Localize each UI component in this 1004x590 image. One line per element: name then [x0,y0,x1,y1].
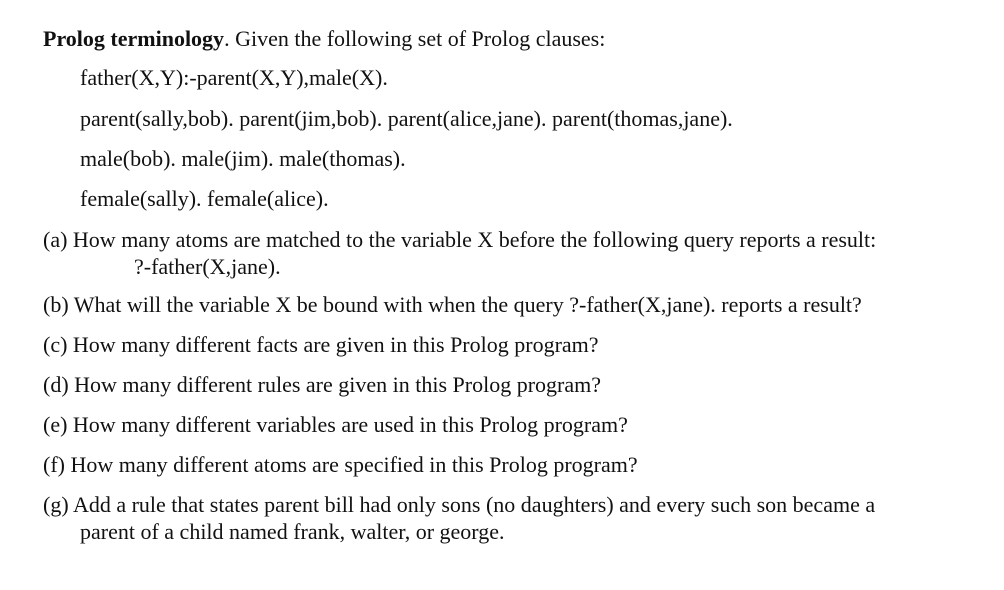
question-f-label: (f) [43,452,65,477]
question-d-label: (d) [43,372,69,397]
question-g-label: (g) [43,492,69,517]
question-b [43,292,862,318]
question-a-text: How many atoms are matched to the variable X before the following query reports a result: [72,227,877,252]
section-title: Prolog terminology [43,26,225,51]
question-a-query: ?-father(X,jane). [134,254,281,279]
clause-rule: father(X,Y):-parent(X,Y),male(X). [80,65,388,90]
question-c [43,332,599,358]
question-g-text: Add a rule that states parent bill had only sons (no daughters) and every such son became a [72,492,876,517]
intro-paragraph [43,26,605,52]
intro-text: . Given the following set of Prolog clauses: [224,26,606,51]
clause-parent-facts: parent(sally,bob). parent(jim,bob). parent(alice,jane). parent(thomas,jane). [80,106,733,131]
question-e-label: (e) [43,412,68,437]
question-f-text: How many different atoms are specified in this Prolog program? [70,452,638,477]
question-d [43,372,601,398]
question-e-text: How many different variables are used in this Prolog program? [72,412,628,437]
question-g [43,492,875,518]
clause-female-facts: female(sally). female(alice). [80,186,329,211]
question-d-text: How many different rules are given in this Prolog program? [74,372,602,397]
question-a [43,227,876,253]
question-c-text: How many different facts are given in this Prolog program? [72,332,599,357]
question-g-continuation: parent of a child named frank, walter, or george. [80,519,505,544]
clause-male-facts: male(bob). male(jim). male(thomas). [80,146,406,171]
question-e [43,412,628,438]
question-f [43,452,638,478]
question-a-label: (a) [43,227,68,252]
question-b-label: (b) [43,292,69,317]
question-b-text: What will the variable X be bound with when the query ?-father(X,jane). reports a result? [73,292,862,317]
question-c-label: (c) [43,332,68,357]
